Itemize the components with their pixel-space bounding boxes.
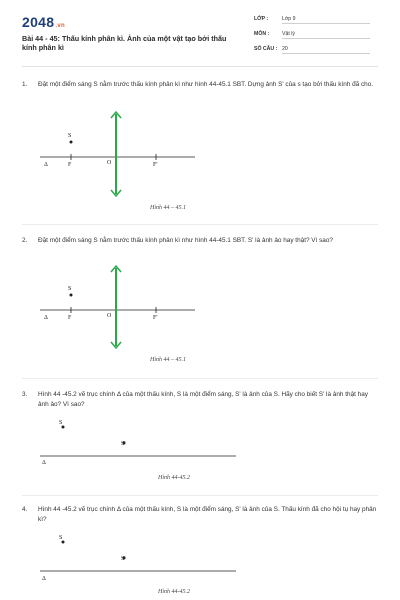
- figure-caption: Hình 44 – 45.1: [150, 357, 186, 363]
- question-1: [22, 80, 378, 90]
- label-O: O: [107, 160, 112, 166]
- header-divider: [22, 66, 378, 67]
- question-number: 3.: [22, 391, 28, 398]
- figure-caption: Hình 44-45.2: [158, 475, 190, 481]
- meta-count: [254, 46, 374, 54]
- label-S: S: [68, 133, 72, 139]
- figure-44-45-1-b: [0, 262, 400, 357]
- question-number: 4.: [22, 506, 28, 513]
- meta-class-value: Lớp 9: [282, 16, 370, 24]
- label-S-prime: S': [121, 441, 126, 447]
- site-logo[interactable]: [22, 14, 65, 30]
- label-delta: Δ: [42, 576, 46, 582]
- point-S: [70, 141, 73, 144]
- question-number: 1.: [22, 81, 28, 88]
- label-S: S: [59, 420, 63, 426]
- meta-subject: [254, 31, 374, 39]
- meta-class: [254, 16, 374, 24]
- question-text: Đặt một điểm sáng S nằm trước thấu kính phân kì như hình 44-45.1 SBT. S' là ảnh ảo hay thật? Vì sao?: [38, 237, 333, 244]
- question-divider: [22, 224, 378, 225]
- meta-subject-label: MÔN :: [254, 31, 270, 37]
- label-F-prime: F': [153, 162, 158, 168]
- document-title: Bài 44 - 45: Thấu kính phân kì. Ảnh của một vật tạo bởi thấu kính phân kì: [22, 34, 227, 52]
- label-delta: Δ: [42, 460, 46, 466]
- page-header: [0, 0, 400, 64]
- question-text: Hình 44 -45.2 vẽ trục chính Δ của một thấu kính, S là một điểm sáng, S' là ảnh của S. Hãy cho biết S' là ảnh thật hay ảnh ảo? Vì sao?: [38, 391, 368, 408]
- figure-caption: Hình 44-45.2: [158, 589, 190, 595]
- logo-suffix: .vn: [55, 23, 65, 29]
- label-delta: Δ: [44, 315, 48, 321]
- question-2: [22, 236, 378, 246]
- meta-subject-value: Vật lý: [282, 31, 370, 39]
- question-4: [22, 505, 378, 524]
- label-S: S: [59, 535, 63, 541]
- meta-count-label: SỐ CÂU :: [254, 46, 278, 52]
- meta-class-label: LỚP :: [254, 16, 269, 22]
- question-3: [22, 390, 378, 409]
- label-F: F: [68, 162, 72, 168]
- figure-44-45-2-a: [0, 414, 400, 469]
- label-S-prime: S': [121, 556, 126, 562]
- logo-text: 2048: [22, 14, 55, 30]
- figure-44-45-2-b: [0, 529, 400, 584]
- label-O: O: [107, 313, 112, 319]
- label-F: F: [68, 315, 72, 321]
- question-number: 2.: [22, 237, 28, 244]
- figure-44-45-1-a: [0, 108, 400, 218]
- point-S: [70, 294, 73, 297]
- question-divider: [22, 495, 378, 496]
- figure-caption: Hình 44 – 45.1: [150, 205, 186, 211]
- question-text: Đặt một điểm sáng S nằm trước thấu kính phân kì như hình 44-45.1 SBT. Dựng ảnh S' của s tạo bởi thấu kính đã cho.: [38, 81, 374, 88]
- label-S: S: [68, 286, 72, 292]
- label-delta: Δ: [44, 162, 48, 168]
- question-divider: [22, 378, 378, 379]
- question-text: Hình 44 -45.2 vẽ trục chính Δ của một thấu kính, S là một điểm sáng, S' là ảnh của S. Thấu kính đã cho hội tụ hay phân kì?: [38, 506, 377, 523]
- meta-count-value: 20: [282, 46, 370, 54]
- label-F-prime: F': [153, 315, 158, 321]
